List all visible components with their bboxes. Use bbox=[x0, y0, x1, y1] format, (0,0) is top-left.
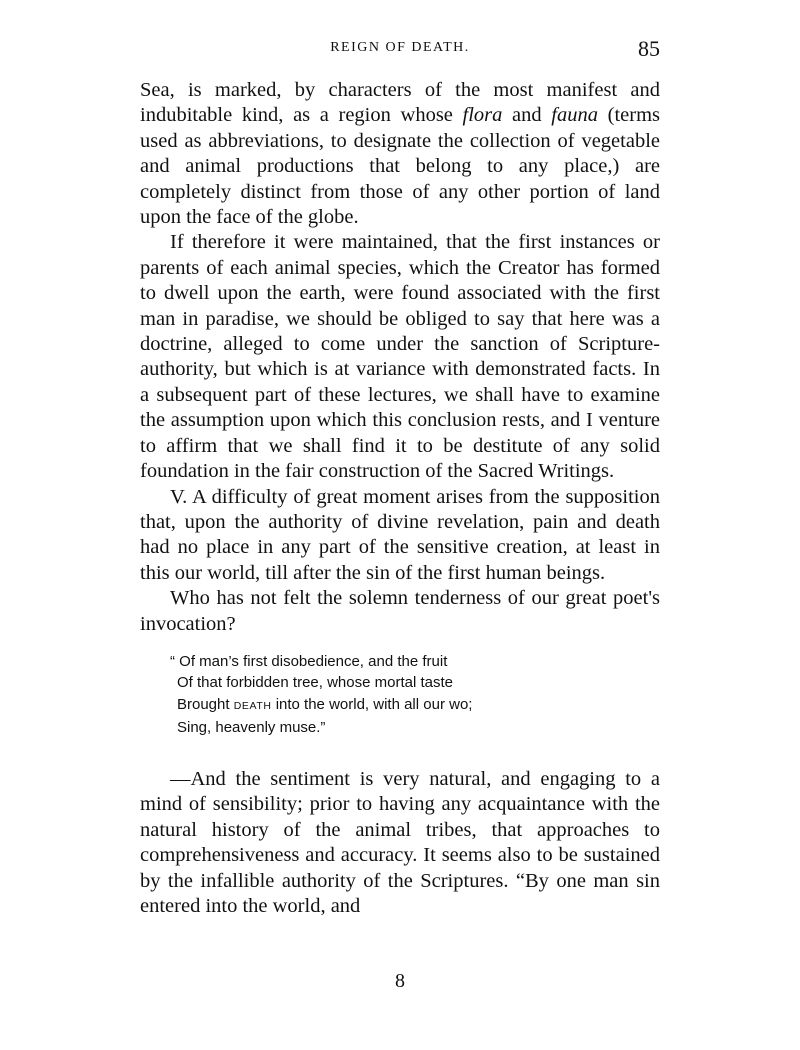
paragraph-1 bbox=[140, 78, 660, 230]
paragraph-1-text-c: (terms used as abbreviations, to designate the collection of vegetable and animal productions that belong to any place,) are completely distinct from those of any other portion of land upon the face of the globe. bbox=[140, 104, 660, 229]
paragraph-1-text-a: Sea, is marked, by characters of the most manifest and indubitable kind, as a region whose bbox=[140, 79, 660, 127]
page-number: 85 bbox=[638, 36, 660, 61]
running-head bbox=[140, 36, 660, 62]
poem-quotation bbox=[170, 651, 660, 739]
fauna-term: fauna bbox=[551, 104, 598, 127]
paragraph-4: Who has not felt the solemn tenderness of our great poet's invocation? bbox=[140, 587, 660, 635]
quote-line-3-text-a: Brought bbox=[177, 695, 234, 713]
quote-line-3-text-b: into the world, with all our wo; bbox=[271, 695, 473, 713]
paragraph-3: V. A difficulty of great moment arises from the supposition that, upon the authority of divine revelation, pain and death had no place in any part of the sensitive creation, at least in this our world, till after the sin of the first human beings. bbox=[140, 485, 660, 584]
signature-mark: 8 bbox=[395, 970, 405, 992]
paragraph-2: If therefore it were maintained, that the first instances or parents of each animal species, which the Creator has formed to dwell upon the earth, were found associated with the first man in paradise, we should be obliged to say that here was a doctrine, alleged to come under the sanction of Scripture-authority, but which is at variance with demonstrated facts. In a subsequent part of these lectures, we shall have to examine the assumption upon which this conclusion rests, and I venture to affirm that we shall find it to be destitute of any solid foundation in the fair construction of the Sacred Writings. bbox=[140, 231, 660, 483]
flora-term: flora bbox=[462, 104, 503, 127]
quote-line-4: Sing, heavenly muse.” bbox=[177, 719, 326, 737]
paragraph-5: —And the sentiment is very natural, and engaging to a mind of sensibility; prior to having any acquaintance with the natural history of the animal tribes, that approaches to comprehensiveness and accuracy. It seems also to be sustained by the infallible authority of the Scriptures. “By one man sin entered into the world, and bbox=[140, 767, 660, 917]
quote-small-caps-death: DEATH bbox=[233, 699, 272, 712]
body-text bbox=[140, 78, 660, 919]
quote-line-2: Of that forbidden tree, whose mortal taste bbox=[177, 674, 453, 692]
paragraph-1-text-b: and bbox=[502, 104, 552, 127]
running-title: REIGN OF DEATH. bbox=[330, 40, 470, 55]
quote-line-1: “ Of man’s first disobedience, and the fruit bbox=[170, 652, 448, 670]
quote-line-3 bbox=[170, 694, 660, 718]
